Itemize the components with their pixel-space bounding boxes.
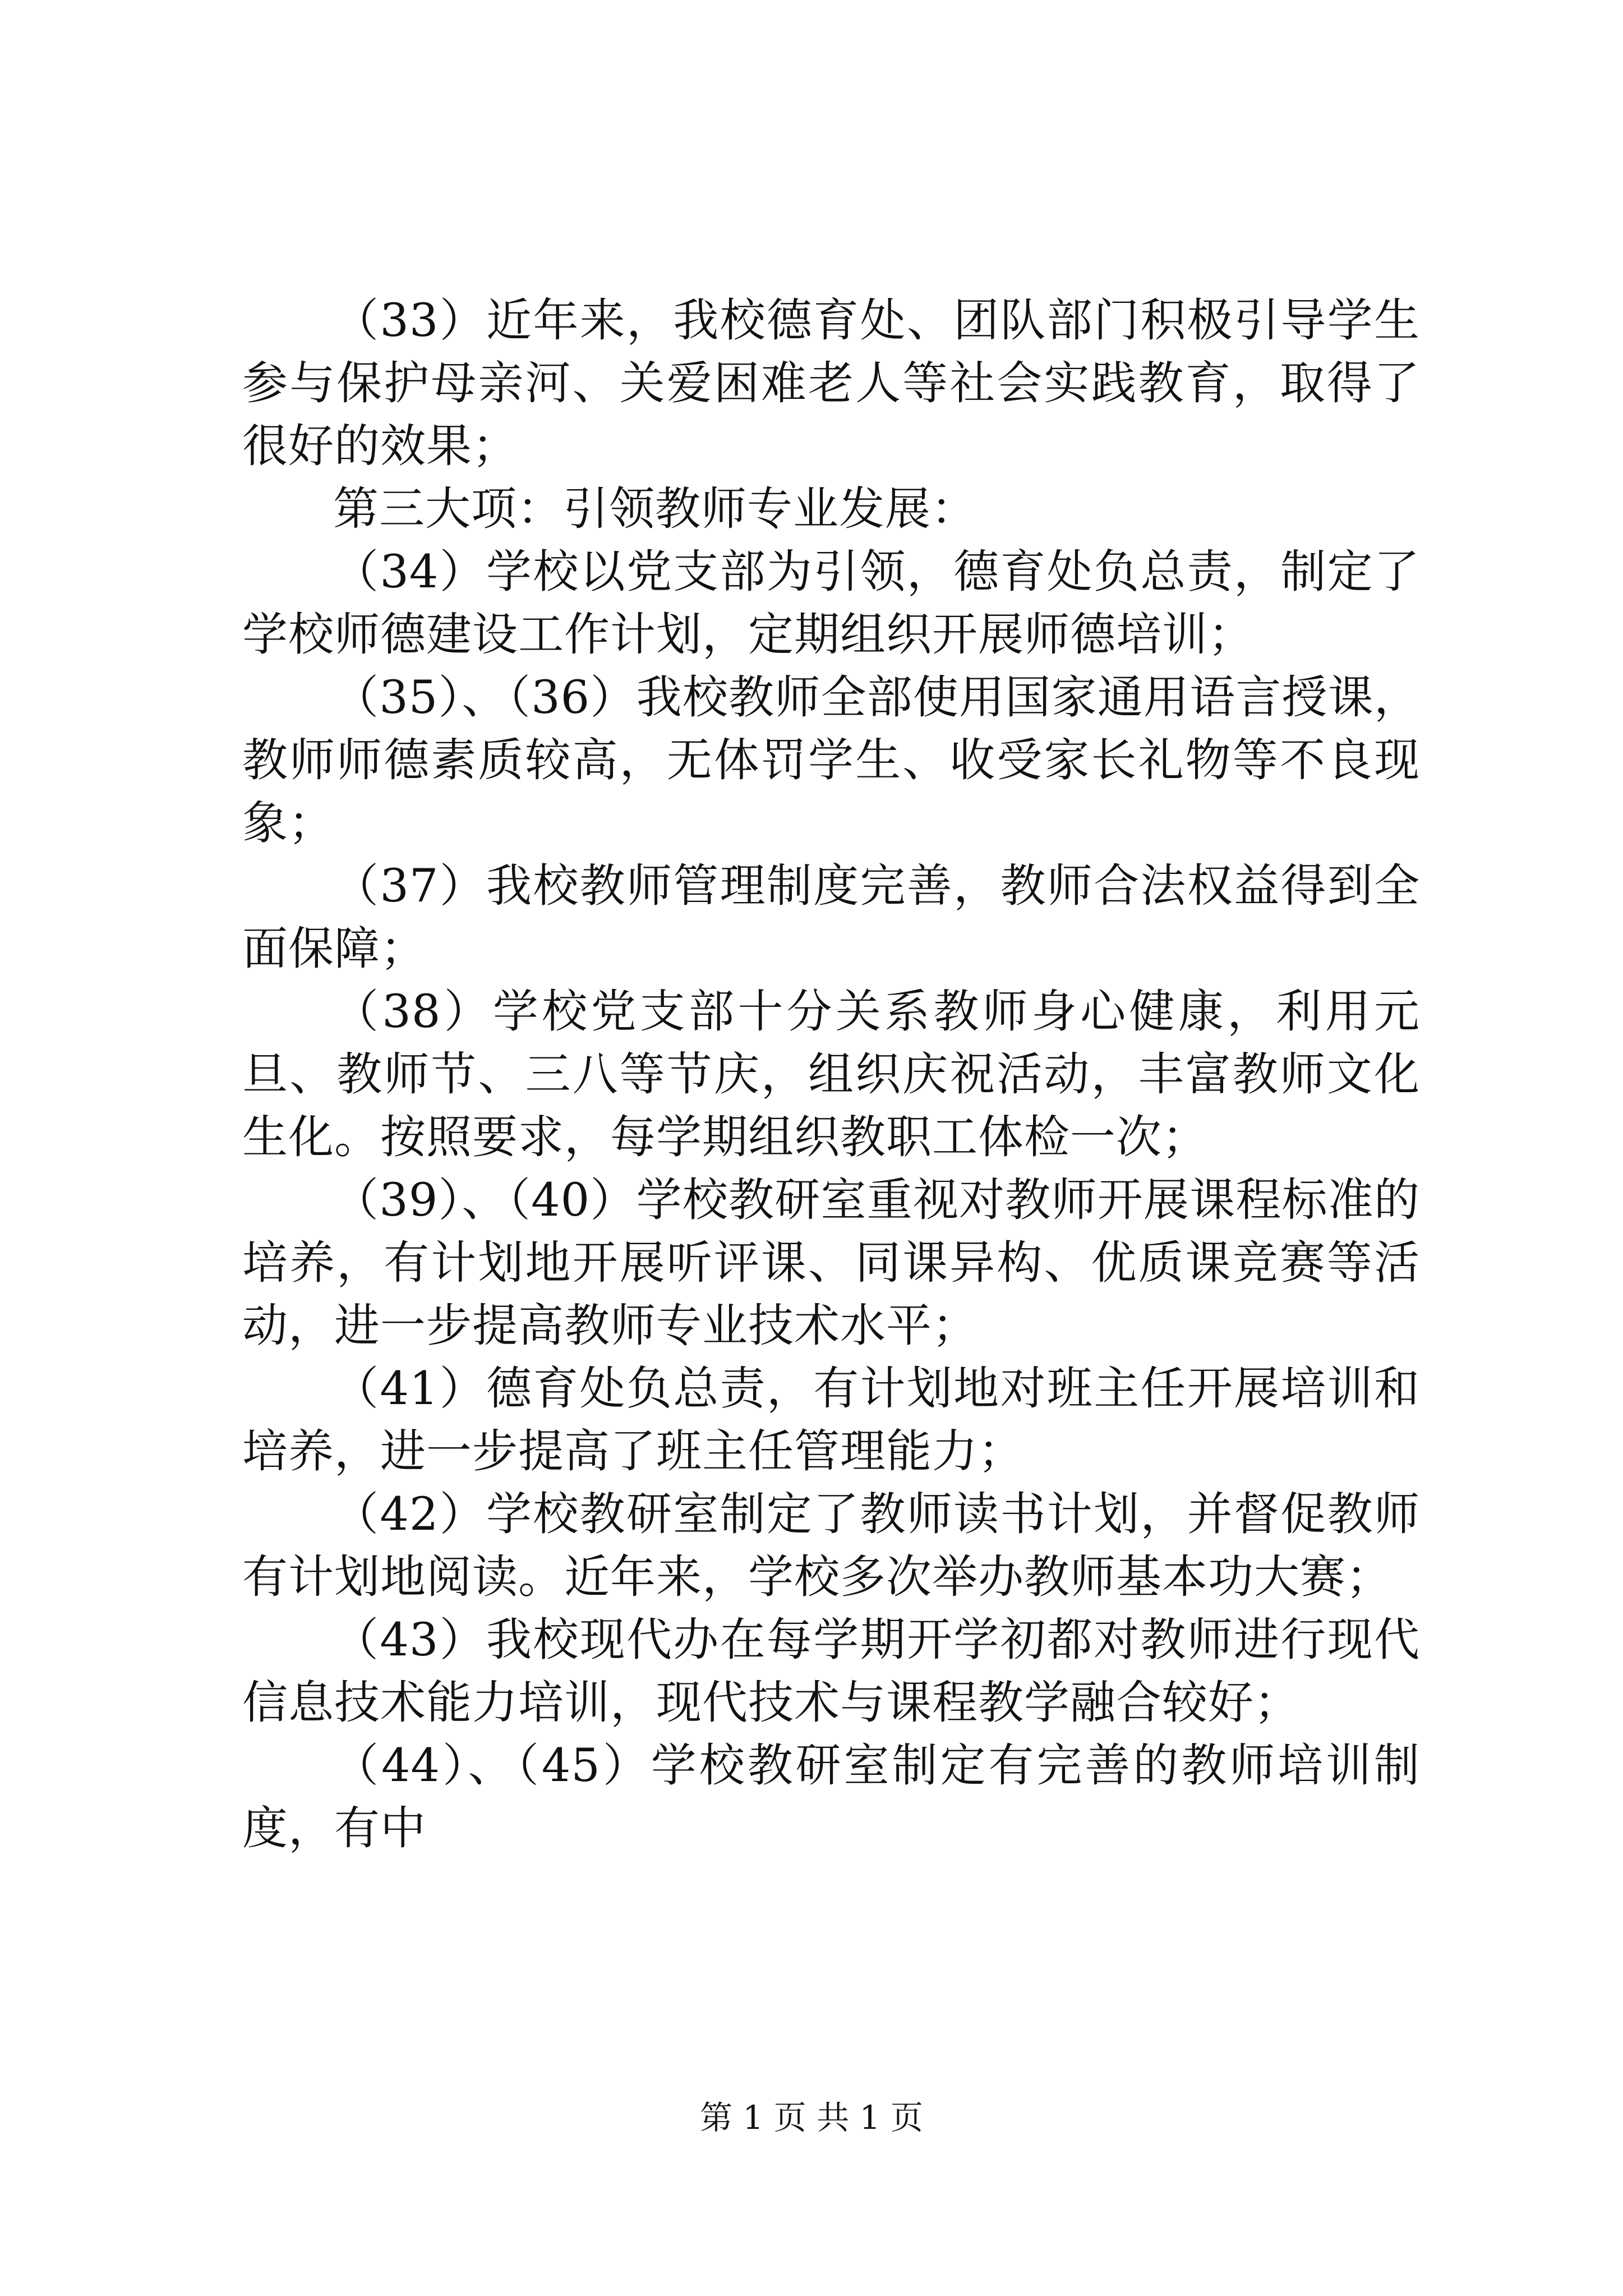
section-heading-teacher-development: 第三大项：引领教师专业发展： (333, 483, 978, 536)
paragraph-44-45: （44）、（45）学校教研室制定有完善的教师培训制度，有中 (242, 1740, 1420, 1855)
page-footer: 第 1 页 共 1 页 (700, 2099, 923, 2137)
document-body (242, 289, 1420, 1860)
paragraph-43: （43）我校现代办在每学期开学初都对教师进行现代信息技术能力培训，现代技术与课程教学融合较好； (242, 1614, 1420, 1729)
paragraph-34: （34）学校以党支部为引领，德育处负总责，制定了学校师德建设工作计划，定期组织开展师德培训； (242, 546, 1420, 661)
paragraph-33: （33）近年来，我校德育处、团队部门积极引导学生参与保护母亲河、关爱困难老人等社会实践教育，取得了很好的效果； (242, 295, 1420, 473)
paragraph-37: （37）我校教师管理制度完善，教师合法权益得到全面保障； (242, 860, 1420, 976)
paragraph-39-40: （39）、（40）学校教研室重视对教师开展课程标准的培养，有计划地开展听评课、同课异构、优质课竞赛等活动，进一步提高教师专业技术水平； (242, 1174, 1420, 1352)
paragraph-35-36: （35）、（36）我校教师全部使用国家通用语言授课，教师师德素质较高，无体罚学生、收受家长礼物等不良现象； (242, 671, 1420, 850)
paragraph-41: （41）德育处负总责，有计划地对班主任开展培训和培养，进一步提高了班主任管理能力； (242, 1363, 1420, 1478)
paragraph-38: （38）学校党支部十分关系教师身心健康，利用元旦、教师节、三八等节庆，组织庆祝活动，丰富教师文化生化。按照要求，每学期组织教职工体检一次； (242, 986, 1420, 1164)
paragraph-42: （42）学校教研室制定了教师读书计划，并督促教师有计划地阅读。近年来，学校多次举办教师基本功大赛； (242, 1488, 1420, 1604)
